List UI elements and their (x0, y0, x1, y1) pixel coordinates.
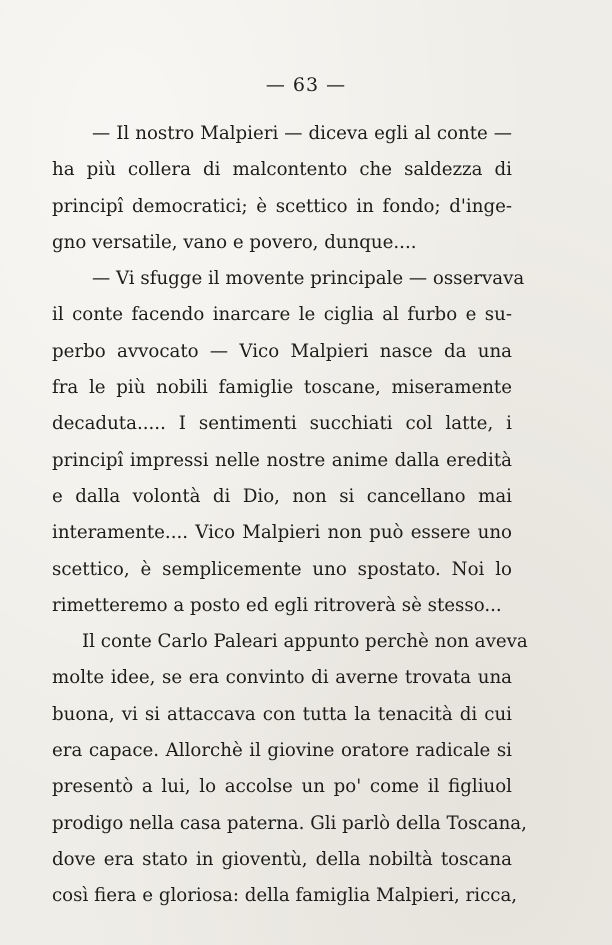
text-line: il conte facendo inarcare le ciglia al furbo e su- (52, 304, 512, 326)
text-line: fra le più nobili famiglie toscane, miseramente (52, 377, 512, 399)
text-line: gno versatile, vano e povero, dunque.... (52, 231, 417, 253)
text-line: rimetteremo a posto ed egli ritroverà sè stesso... (52, 594, 502, 616)
text-line: dove era stato in gioventù, della nobiltà toscana (52, 848, 512, 870)
text-line: principî democratici; è scettico in fondo; d'inge- (52, 195, 512, 217)
text-line: scettico, è semplicemente uno spostato. Noi lo (52, 558, 512, 580)
body-text (52, 116, 528, 915)
text-line: — Vi sfugge il movente principale — osservava (92, 268, 525, 290)
page-number: — 63 — (265, 74, 347, 96)
text-line: perbo avvocato — Vico Malpieri nasce da una (52, 340, 512, 362)
text-line: ha più collera di malcontento che saldezza di (52, 159, 512, 181)
text-line: era capace. Allorchè il giovine oratore radicale si (52, 740, 512, 762)
text-line: e dalla volontà di Dio, non si cancellano mai (52, 485, 512, 507)
text-line: interamente.... Vico Malpieri non può essere uno (52, 522, 512, 544)
text-line: buona, vi si attaccava con tutta la tenacità di cui (52, 703, 512, 725)
text-line: Il conte Carlo Paleari appunto perchè non aveva (82, 631, 528, 653)
text-line: presentò a lui, lo accolse un po' come il figliuol (52, 776, 512, 798)
text-line: così fiera e gloriosa: della famiglia Malpieri, ricca, (52, 885, 518, 907)
text-line: molte idee, se era convinto di averne trovata una (52, 667, 512, 689)
text-line: prodigo nella casa paterna. Gli parlò della Toscana, (52, 812, 527, 834)
text-line: — Il nostro Malpieri — diceva egli al conte — (92, 123, 512, 144)
text-line: decaduta..... I sentimenti succhiati col latte, i (52, 413, 512, 435)
text-line: principî impressi nelle nostre anime dalla eredità (52, 449, 512, 471)
